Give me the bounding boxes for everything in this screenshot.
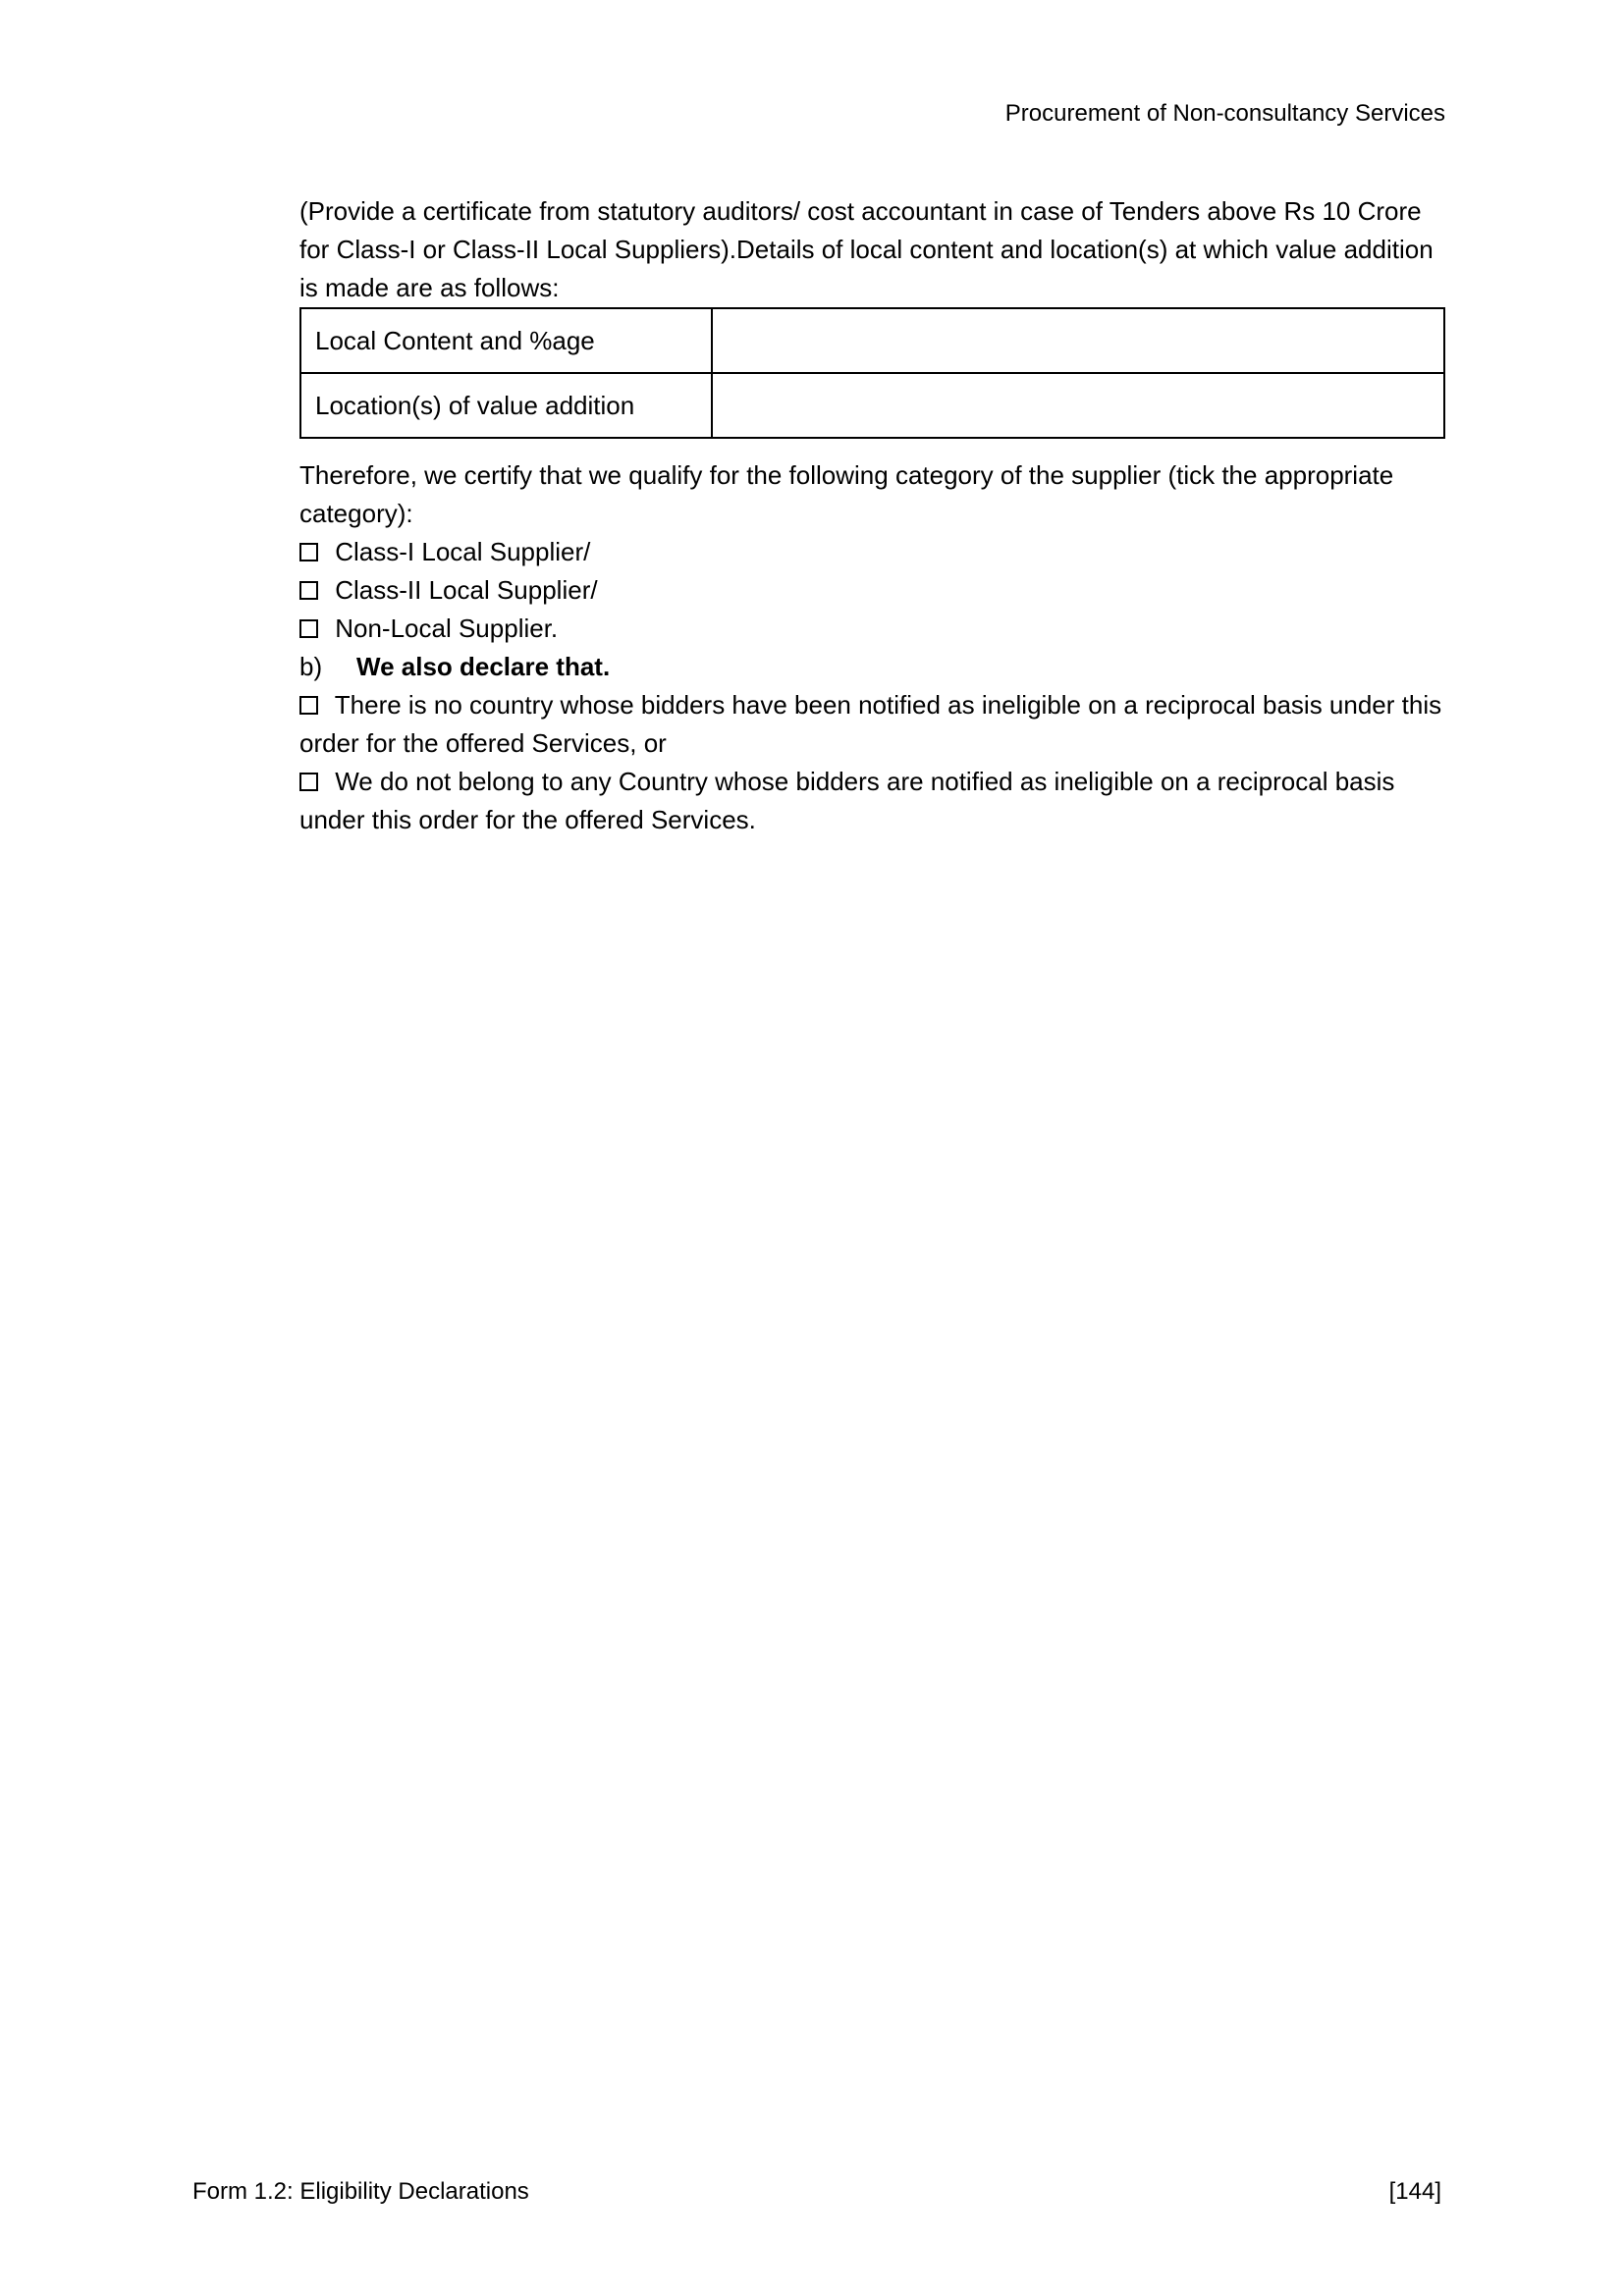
list-marker: b) xyxy=(299,652,323,681)
footer-form-label: Form 1.2: Eligibility Declarations xyxy=(192,2178,529,2205)
page-header xyxy=(299,98,1445,129)
declare-heading xyxy=(299,648,1445,686)
option-not-belong-country xyxy=(299,763,1445,839)
checkbox-icon[interactable] xyxy=(299,773,318,791)
option-class1-supplier xyxy=(299,533,1445,571)
option-non-local-supplier xyxy=(299,610,1445,648)
option-label: Non-Local Supplier. xyxy=(335,614,559,643)
footer-page-number: [144] xyxy=(1388,2178,1441,2205)
intro-paragraph: (Provide a certificate from statutory auditors/ cost accountant in case of Tenders above Rs 10 Crore for Class-I or Class-II Local Suppliers).Details of local content and location(s) at which value addition is made are as follows: xyxy=(299,196,1434,302)
checkbox-icon[interactable] xyxy=(299,696,318,715)
row-label-location: Location(s) of value addition xyxy=(300,373,712,438)
row-value-local-content[interactable] xyxy=(712,308,1444,373)
page-body xyxy=(299,192,1445,839)
option-class2-supplier xyxy=(299,571,1445,610)
certify-paragraph: Therefore, we certify that we qualify for the following category of the supplier (tick the appropriate category): xyxy=(299,460,1394,528)
table-row xyxy=(300,308,1444,373)
option-label: Class-I Local Supplier/ xyxy=(335,537,591,566)
option-no-notified-country xyxy=(299,686,1445,763)
row-label-local-content: Local Content and %age xyxy=(300,308,712,373)
page-footer xyxy=(192,2178,1441,2206)
option-label: We do not belong to any Country whose bidders are notified as ineligible on a reciprocal basis under this order for the offered Services. xyxy=(299,767,1395,834)
option-label: Class-II Local Supplier/ xyxy=(335,575,598,605)
checkbox-icon[interactable] xyxy=(299,581,318,600)
table-row xyxy=(300,373,1444,438)
header-title: Procurement of Non-consultancy Services xyxy=(1004,100,1445,127)
option-label: There is no country whose bidders have been notified as ineligible on a reciprocal basis under this order for the offered Services, or xyxy=(299,690,1442,758)
declare-title: We also declare that. xyxy=(356,652,611,681)
row-value-location[interactable] xyxy=(712,373,1444,438)
local-content-table xyxy=(299,307,1445,439)
checkbox-icon[interactable] xyxy=(299,619,318,638)
checkbox-icon[interactable] xyxy=(299,543,318,561)
